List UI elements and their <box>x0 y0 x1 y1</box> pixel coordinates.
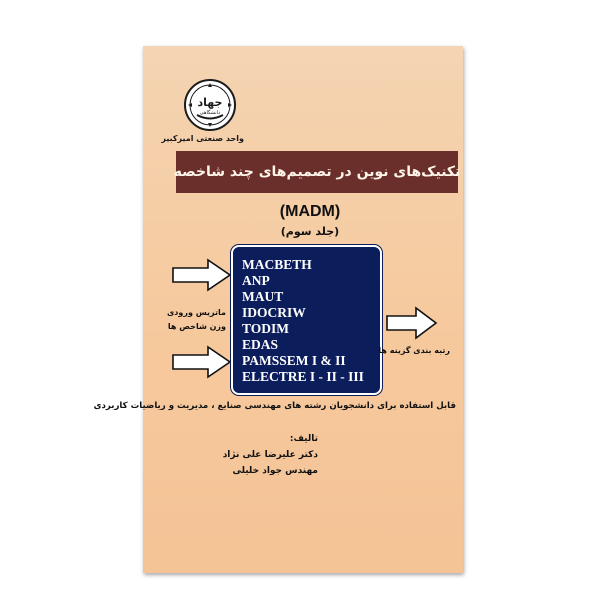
title-band <box>173 151 461 193</box>
input-arrow-bottom <box>172 345 232 379</box>
input-label-weights: وزن شاخص ها <box>167 322 226 331</box>
authors-heading: تالیف: <box>289 434 318 444</box>
publisher-branch: واحد صنعتی امیرکبیر <box>161 134 244 143</box>
method-item: MACBETH <box>242 257 312 272</box>
author-name: دکتر علیرضا علی نژاد <box>222 450 318 460</box>
input-label-matrix: ماتریس ورودی <box>166 308 226 317</box>
logo-subtext: دانشگاهی <box>199 110 221 116</box>
usage-note: قابل استفاده برای دانشجویان رشته های مهندسی صنایع ، مدیریت و ریاضیات کاربردی <box>93 401 456 411</box>
method-item: ELECTRE I - II - III <box>242 369 364 384</box>
authors-block <box>222 431 318 479</box>
methods-box <box>231 245 382 395</box>
method-item: PAMSSEM I & II <box>242 353 346 368</box>
method-item: MAUT <box>242 289 284 304</box>
logo-text: جهاد <box>197 96 223 109</box>
method-item: TODIM <box>242 321 290 336</box>
author-name: مهندس جواد خلیلی <box>232 466 318 476</box>
method-item: ANP <box>242 273 270 288</box>
publisher-logo <box>183 78 237 132</box>
book-abbreviation: (MADM) <box>279 203 341 220</box>
output-label: رتبه بندی گزینه ها <box>378 346 450 355</box>
method-item: EDAS <box>242 337 279 352</box>
book-volume: (جلد سوم) <box>280 225 340 238</box>
book-title: تکنیک‌های نوین در تصمیم‌های چند شاخصه <box>173 164 461 180</box>
method-item: IDOCRIW <box>242 305 306 320</box>
methods-list <box>242 257 364 385</box>
output-arrow <box>386 306 438 340</box>
input-arrow-top <box>172 258 232 292</box>
